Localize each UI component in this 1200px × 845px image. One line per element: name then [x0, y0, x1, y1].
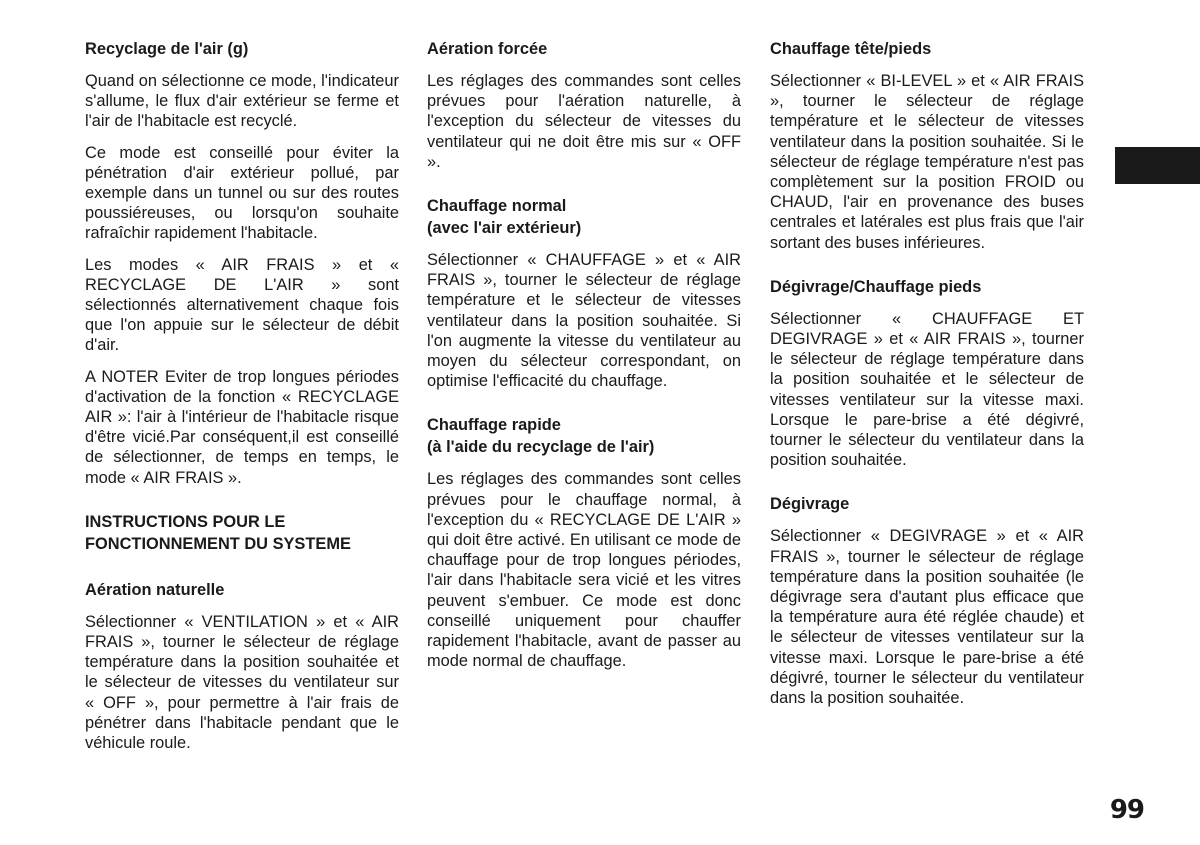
- heading-recyclage-air: Recyclage de l'air (g): [85, 40, 249, 58]
- paragraph: Les réglages des commandes sont celles prévues pour l'aération naturelle, à l'exception du sélecteur de vitesses du ventilateur qui ne doit être mis sur « OFF ».: [427, 72, 741, 171]
- page-number: 99: [1109, 795, 1144, 825]
- paragraph: Quand on sélectionne ce mode, l'indicateur s'allume, le flux d'air extérieur se ferme et l'air de l'habitacle est recyclé.: [85, 72, 399, 131]
- paragraph: Ce mode est conseillé pour éviter la pénétration d'air extérieur pollué, par exemple dans un tunnel ou sur des routes poussiéreuses, ou lorsqu'on souhaite rafraîchir rapidement l'habitacle.: [85, 143, 399, 243]
- heading-aeration-naturelle: Aération naturelle: [85, 580, 225, 599]
- heading-line: (à l'aide du recyclage de l'air): [427, 438, 655, 457]
- heading-chauffage-rapide: [427, 414, 741, 458]
- column-left: [85, 38, 399, 764]
- heading-line: (avec l'air extérieur): [427, 219, 582, 238]
- chapter-tab-marker: [1115, 147, 1200, 184]
- heading-degivrage: Dégivrage: [770, 495, 850, 514]
- heading-degivrage-chauffage-pieds: Dégivrage/Chauffage pieds: [770, 277, 982, 296]
- column-middle: [427, 38, 741, 682]
- paragraph: Sélectionner « DEGIVRAGE » et « AIR FRAIS », tourner le sélecteur de réglage température dans la position souhaitée (le dégivrage sera d'autant plus efficace que la température aura été réglée chaude) et le sélecteur de vitesses ventilateur sur la vitesse maxi. Lorsque le pare-brise a été dégivré, tourner le sélecteur du ventilateur dans la position souhaitée.: [770, 527, 1084, 708]
- paragraph: Les réglages des commandes sont celles prévues pour le chauffage normal, à l'exception du « RECYCLAGE DE L'AIR » qui doit être activé. En utilisant ce mode de chauffage pour de trop longues périodes, l'air dans l'habitacle sera vicié et les vitres peuvent s'embuer. Ce mode est donc conseillé uniquement pour chauffer rapidement l'habitacle, avant de passer au mode normal de chauffage.: [427, 470, 741, 671]
- paragraph-note: A NOTER Eviter de trop longues périodes d'activation de la fonction « RECYCLAGE AIR »: l'air à l'intérieur de l'habitacle risque d'être vicié.Par conséquent,il est conseillé de sélectionner, de temps en temps, le mode « AIR FRAIS ».: [85, 367, 399, 487]
- heading-aeration-forcee: Aération forcée: [427, 40, 548, 58]
- heading-line: Chauffage normal: [427, 197, 567, 216]
- paragraph: Sélectionner « CHAUFFAGE ET DEGIVRAGE » et « AIR FRAIS », tourner le sélecteur de réglage température dans la position souhaitée et le sélecteur de vitesses ventilateur sur la vitesse maxi. Lorsque le pare-brise a été dégivré, tourner le sélecteur du ventilateur dans la position souhaitée.: [770, 309, 1084, 470]
- paragraph: Sélectionner « BI-LEVEL » et « AIR FRAIS », tourner le sélecteur de réglage température et le sélecteur de vitesses ventilateur dans la position souhaitée. Si le sélecteur de réglage température n'est pas complètement sur la position FROID ou CHAUD, l'air en provenance des buses centrales et latérales est plus frais que l'air sortant des buses inférieures.: [770, 72, 1084, 252]
- paragraph: Sélectionner « CHAUFFAGE » et « AIR FRAIS », tourner le sélecteur de réglage température et le sélecteur de vitesses ventilateur dans la position souhaitée. Si l'on augmente la vitesse du ventilateur au moyen du sélecteur correspondant, on optimise l'efficacité du chauffage.: [427, 251, 741, 391]
- heading-instructions: INSTRUCTIONS POUR LE FONCTIONNEMENT DU SYSTEME: [85, 512, 351, 554]
- paragraph: Sélectionner « VENTILATION » et « AIR FRAIS », tourner le sélecteur de réglage température dans la position souhaitée et le sélecteur de vitesses du ventilateur sur « OFF », pour permettre à l'air frais de pénétrer dans l'habitacle pendant que le véhicule roule.: [85, 612, 399, 753]
- column-right: [770, 38, 1084, 719]
- heading-line: Chauffage rapide: [427, 416, 561, 435]
- paragraph: Les modes « AIR FRAIS » et « RECYCLAGE DE L'AIR » sont sélectionnés alternativement chaque fois que l'on appuie sur le sélecteur de débit d'air.: [85, 255, 399, 355]
- heading-chauffage-normal: [427, 195, 741, 239]
- heading-chauffage-tete-pieds: Chauffage tête/pieds: [770, 40, 932, 58]
